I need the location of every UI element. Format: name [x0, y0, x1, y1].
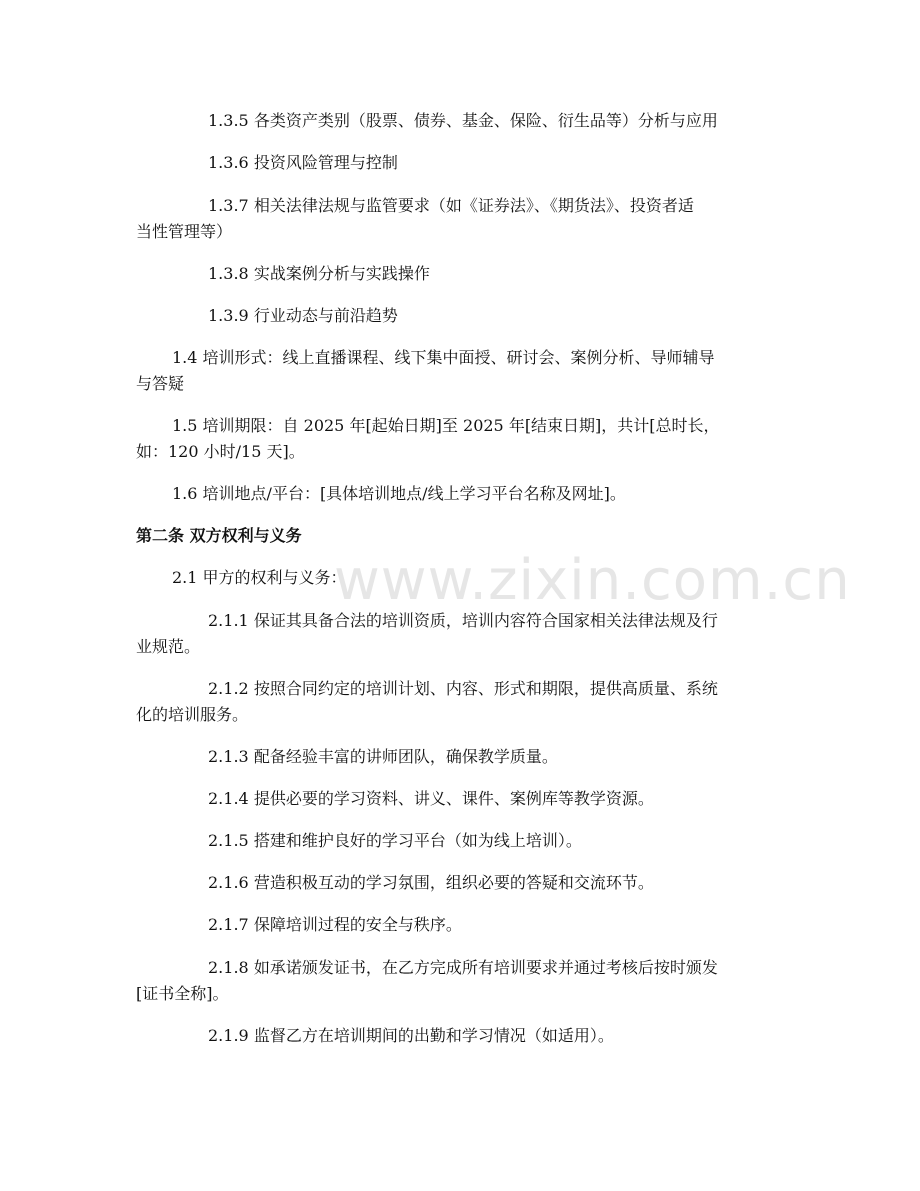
- clause-text: 提供必要的学习资料、讲义、课件、案例库等教学资源。: [253, 789, 654, 808]
- clause-number: 2.1.4: [208, 789, 249, 808]
- clause-text: 配备经验丰富的讲师团队，确保教学质量。: [253, 747, 558, 766]
- clause-text: 保证其具备合法的培训资质，培训内容符合国家相关法律法规及行: [253, 611, 718, 630]
- clause-number: 1.6: [172, 484, 198, 503]
- clause-1-3-7-continuation: 当性管理等）: [136, 222, 233, 241]
- clause-number: 2.1.7: [208, 915, 249, 934]
- clause-text: 搭建和维护良好的学习平台（如为线上培训）。: [253, 831, 582, 850]
- clause-1-5-continuation: 如：120 小时/15 天]。: [136, 442, 305, 461]
- clause-2-1-8-continuation: [证书全称]。: [136, 984, 229, 1003]
- clause-number: 2.1: [172, 568, 198, 587]
- clause-number: 2.1.5: [208, 831, 249, 850]
- clause-1-4-continuation: 与答疑: [136, 374, 185, 393]
- clause-number: 2.1.9: [208, 1026, 249, 1045]
- section-title: 双方权利与义务: [189, 526, 302, 545]
- clause-text: 甲方的权利与义务：: [202, 568, 347, 587]
- clause-1-4: [172, 345, 715, 371]
- clause-number: 1.3.8: [208, 264, 249, 283]
- clause-text: 各类资产类别（股票、债券、基金、保险、衍生品等）分析与应用: [253, 111, 718, 130]
- clause-1-6: [172, 481, 626, 507]
- clause-number: 2.1.1: [208, 611, 249, 630]
- clause-1-3-5: [208, 108, 718, 134]
- section-heading-article-2: [136, 523, 302, 549]
- clause-number: 1.3.9: [208, 306, 249, 325]
- clause-1-3-7: [208, 193, 694, 219]
- clause-number: 2.1.8: [208, 958, 249, 977]
- clause-number: 2.1.2: [208, 679, 249, 698]
- clause-text: 实战案例分析与实践操作: [253, 264, 430, 283]
- clause-number: 1.3.6: [208, 153, 249, 172]
- clause-text: 按照合同约定的培训计划、内容、形式和期限，提供高质量、系统: [253, 679, 718, 698]
- clause-text: 监督乙方在培训期间的出勤和学习情况（如适用）。: [253, 1026, 614, 1045]
- clause-text: 相关法律法规与监管要求（如《证券法》、《期货法》、投资者适: [253, 196, 694, 215]
- section-number: 第二条: [136, 526, 185, 545]
- clause-text: 保障培训过程的安全与秩序。: [253, 915, 462, 934]
- clause-2-1: [172, 565, 347, 591]
- clause-1-5: [172, 413, 720, 439]
- clause-number: 2.1.6: [208, 873, 249, 892]
- clause-number: 2.1.3: [208, 747, 249, 766]
- clause-number: 1.3.7: [208, 196, 249, 215]
- clause-text: 营造积极互动的学习氛围，组织必要的答疑和交流环节。: [253, 873, 654, 892]
- clause-text: 培训期限：自 2025 年[起始日期]至 2025 年[结束日期]，共计[总时长，: [202, 416, 720, 435]
- watermark: www.zixin.com.cn: [334, 548, 851, 613]
- clause-1-3-9: [208, 303, 398, 329]
- clause-2-1-9: [208, 1023, 614, 1049]
- clause-2-1-7: [208, 912, 462, 938]
- clause-text: 投资风险管理与控制: [253, 153, 398, 172]
- clause-2-1-3: [208, 744, 558, 770]
- clause-2-1-1: [208, 608, 718, 634]
- clause-text: 培训形式：线上直播课程、线下集中面授、研讨会、案例分析、导师辅导: [202, 348, 715, 367]
- clause-2-1-8: [208, 955, 718, 981]
- clause-text: 培训地点/平台：[具体培训地点/线上学习平台名称及网址]。: [202, 484, 626, 503]
- clause-2-1-5: [208, 828, 582, 854]
- clause-2-1-2: [208, 676, 718, 702]
- clause-1-3-6: [208, 150, 398, 176]
- clause-text: 行业动态与前沿趋势: [253, 306, 398, 325]
- clause-number: 1.5: [172, 416, 198, 435]
- clause-2-1-4: [208, 786, 654, 812]
- clause-number: 1.4: [172, 348, 198, 367]
- clause-number: 1.3.5: [208, 111, 249, 130]
- clause-text: 如承诺颁发证书，在乙方完成所有培训要求并通过考核后按时颁发: [253, 958, 718, 977]
- clause-2-1-6: [208, 870, 654, 896]
- clause-1-3-8: [208, 261, 430, 287]
- clause-2-1-1-continuation: 业规范。: [136, 637, 201, 656]
- clause-2-1-2-continuation: 化的培训服务。: [136, 705, 249, 724]
